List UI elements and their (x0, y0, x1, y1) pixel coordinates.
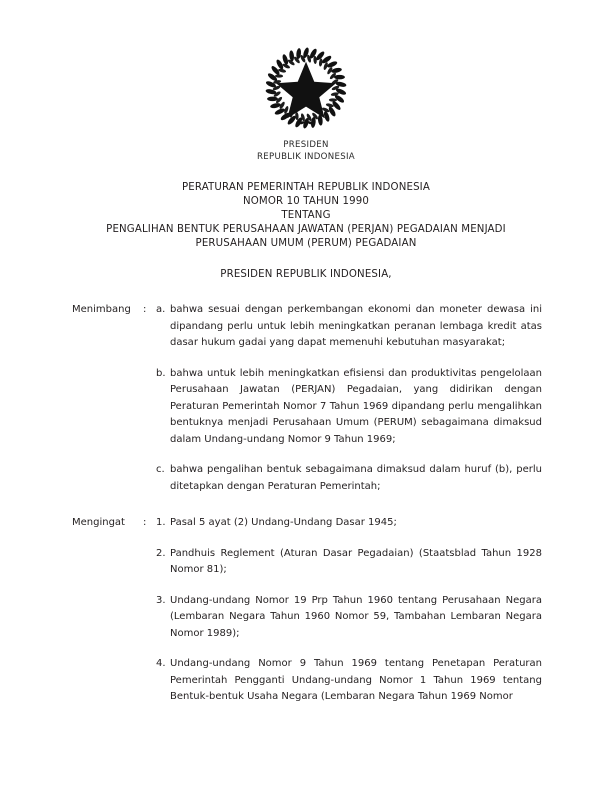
document-subtitle (56, 268, 556, 282)
item-text: bahwa pengalihan bentuk sebagaimana dimaksud dalam huruf (b), perlu ditetapkan dengan Peraturan Pemerintah; (170, 464, 542, 492)
item-marker: 1. (156, 517, 166, 528)
item-text: bahwa sesuai dengan perkembangan ekonomi dan moneter dewasa ini dipandang perlu untuk lebih meningkatkan peranan lembaga kredit atas dasar hukum gadai yang dapat memenuhi kebutuhan masyarakat; (170, 304, 542, 348)
item-marker: 4. (156, 658, 166, 669)
title-line-3: TENTANG (281, 210, 331, 221)
clause-colon-mengingat: : (143, 517, 147, 528)
emblem-caption (0, 140, 612, 163)
title-line-4: PENGALIHAN BENTUK PERUSAHAAN JAWATAN (PERJAN) PEGADAIAN MENJADI (106, 224, 506, 235)
clause-colon-menimbang: : (143, 304, 147, 315)
list-item (156, 366, 542, 449)
item-marker: 3. (156, 594, 166, 606)
item-text: bahwa untuk lebih meningkatkan efisiensi dan produktivitas pengelolaan Perusahaan Jawatan (PERJAN) Pegadaian, yang didirikan dengan Peraturan Pemerintah Nomor 7 Tahun 1969 dipandang perlu mengalihkan bentuknya menjadi Perusahaan Umum (PERUM) sebagaimana dimaksud dalam Undang-undang Nomor 9 Tahun 1969; (170, 367, 542, 445)
clause-label-menimbang: Menimbang (72, 304, 131, 315)
item-marker: b. (156, 367, 166, 379)
item-text: Pasal 5 ayat (2) Undang-Undang Dasar 1945; (170, 517, 397, 528)
item-text: Undang-undang Nomor 9 Tahun 1969 tentang Penetapan Peraturan Pemerintah Pengganti Undang-undang Nomor 1 Tahun 1969 tentang Bentuk-bentuk Usaha Negara (Lembaran Negara Tahun 1969 Nomor (170, 658, 542, 702)
title-line-2: NOMOR 10 TAHUN 1990 (242, 196, 370, 207)
clause-items-mengingat (156, 515, 542, 706)
item-marker: c. (156, 464, 165, 475)
list-item (156, 656, 542, 706)
clause-items-menimbang (156, 302, 542, 495)
subtitle-text: PRESIDEN REPUBLIK INDONESIA, (220, 269, 392, 280)
indonesia-presidential-star-wreath-emblem (262, 44, 350, 132)
document-body (72, 302, 542, 721)
emblem-caption-line-2: REPUBLIK INDONESIA (257, 151, 355, 162)
list-item (156, 302, 542, 352)
list-item (156, 515, 542, 532)
item-text: Undang-undang Nomor 19 Prp Tahun 1960 tentang Perusahaan Negara (Lembaran Negara Tahun 1960 Nomor 59, Tambahan Lembaran Negara Nomor 1989); (170, 594, 542, 639)
item-marker: 2. (156, 547, 166, 559)
document-title (56, 181, 556, 251)
clause-label-mengingat: Mengingat (72, 517, 125, 528)
title-line-5: PERUSAHAAN UMUM (PERUM) PEGADAIAN (195, 238, 417, 249)
item-text: Pandhuis Reglement (Aturan Dasar Pegadaian) (Staatsblad Tahun 1928 Nomor 81); (170, 547, 542, 575)
item-marker: a. (156, 304, 166, 315)
emblem-caption-line-1: PRESIDEN (283, 140, 329, 150)
clause-mengingat (72, 515, 542, 706)
list-item (156, 546, 542, 579)
clause-menimbang (72, 302, 542, 495)
presidential-emblem-block (0, 44, 612, 163)
title-line-1: PERATURAN PEMERINTAH REPUBLIK INDONESIA (182, 182, 430, 193)
list-item (156, 593, 542, 643)
list-item (156, 462, 542, 495)
